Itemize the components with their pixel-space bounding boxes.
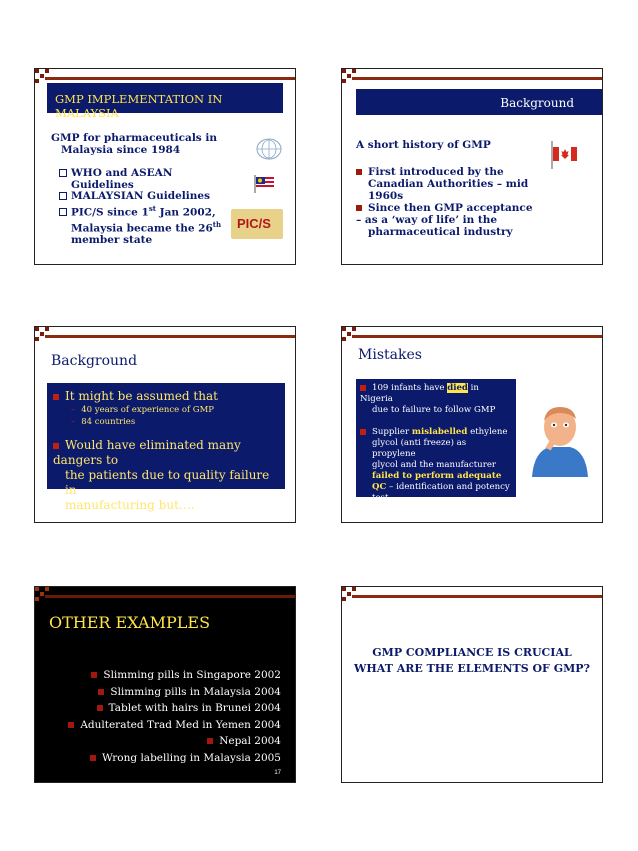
list-item: Would have eliminated many dangers to — [53, 438, 241, 467]
list-item: It might be assumed that — [53, 389, 279, 404]
example-list — [68, 667, 281, 766]
list-item: First introduced by the — [356, 166, 533, 178]
corner-decoration — [35, 69, 49, 83]
corner-decoration — [342, 69, 356, 83]
heading: GMP COMPLIANCE IS CRUCIAL WHAT ARE THE ELEMENTS OF GMP? — [354, 646, 590, 675]
list-item: Supplier mislabelled ethylene — [360, 427, 512, 438]
corner-decoration — [342, 327, 356, 341]
content-box: It might be assumed that – 40 years of experience of GMP – 84 countries Would have eliminated many dangers to the patients due to quality failure in manufacturing but…. — [47, 383, 285, 489]
pics-logo: PIC/S — [231, 209, 283, 239]
list-item: Wrong labelling in Malaysia 2005 — [68, 750, 281, 767]
slide-title: OTHER EXAMPLES — [49, 613, 211, 632]
slide-6 — [341, 586, 603, 783]
lead-text: GMP for pharmaceuticals in Malaysia since 1984 — [51, 132, 217, 156]
sub-item: – 40 years of experience of GMP — [71, 405, 215, 415]
content-box: 109 infants have died in Nigeria due to failure to follow GMP Supplier mislabelled ethylene glycol (anti freeze) as propylene glycol and the manufacturer failed to perform adequate QC – identification and potency test — [356, 379, 516, 497]
corner-decoration — [35, 327, 49, 341]
list-item: PIC/S since 1st Jan 2002, — [59, 203, 221, 219]
canada-flag-icon — [550, 141, 578, 169]
slide-title: Background — [356, 89, 603, 115]
list-item: Since then GMP acceptance — [356, 202, 533, 214]
slide-1 — [34, 68, 296, 265]
corner-decoration — [35, 587, 49, 601]
list-item: Slimming pills in Singapore 2002 — [68, 667, 281, 684]
subtitle: A short history of GMP — [356, 139, 491, 151]
bullet-list: WHO and ASEAN Guidelines MALAYSIAN Guidelines PIC/S since 1st Jan 2002, Malaysia became the 26th member state — [59, 168, 221, 246]
who-emblem-icon — [255, 137, 283, 161]
list-item: Tablet with hairs in Brunei 2004 — [68, 700, 281, 717]
list-item: Nepal 2004 — [68, 733, 281, 750]
bullet-list: First introduced by the Canadian Authorities – mid 1960s Since then GMP acceptance – as a ‘way of life’ in the pharmaceutical industry — [356, 166, 533, 238]
slide-title: Mistakes — [358, 347, 422, 363]
list-item: 109 infants have died in Nigeria — [360, 383, 479, 404]
list-item: WHO and ASEAN — [59, 168, 221, 180]
sub-item: – 84 countries — [71, 417, 136, 427]
list-item: MALAYSIAN Guidelines — [59, 191, 221, 203]
slide-title: Background — [51, 353, 138, 369]
slide-3 — [34, 326, 296, 523]
corner-decoration — [342, 587, 356, 601]
slide-2 — [341, 68, 603, 265]
list-item: Slimming pills in Malaysia 2004 — [68, 684, 281, 701]
thinking-man-icon — [526, 401, 592, 477]
malaysia-flag-icon — [253, 175, 275, 193]
slide-title: GMP IMPLEMENTATION IN MALAYSIA — [47, 83, 283, 113]
slide-5 — [34, 586, 296, 783]
list-item: Adulterated Trad Med in Yemen 2004 — [68, 717, 281, 734]
slide-4 — [341, 326, 603, 523]
page-number: 17 — [274, 770, 281, 776]
